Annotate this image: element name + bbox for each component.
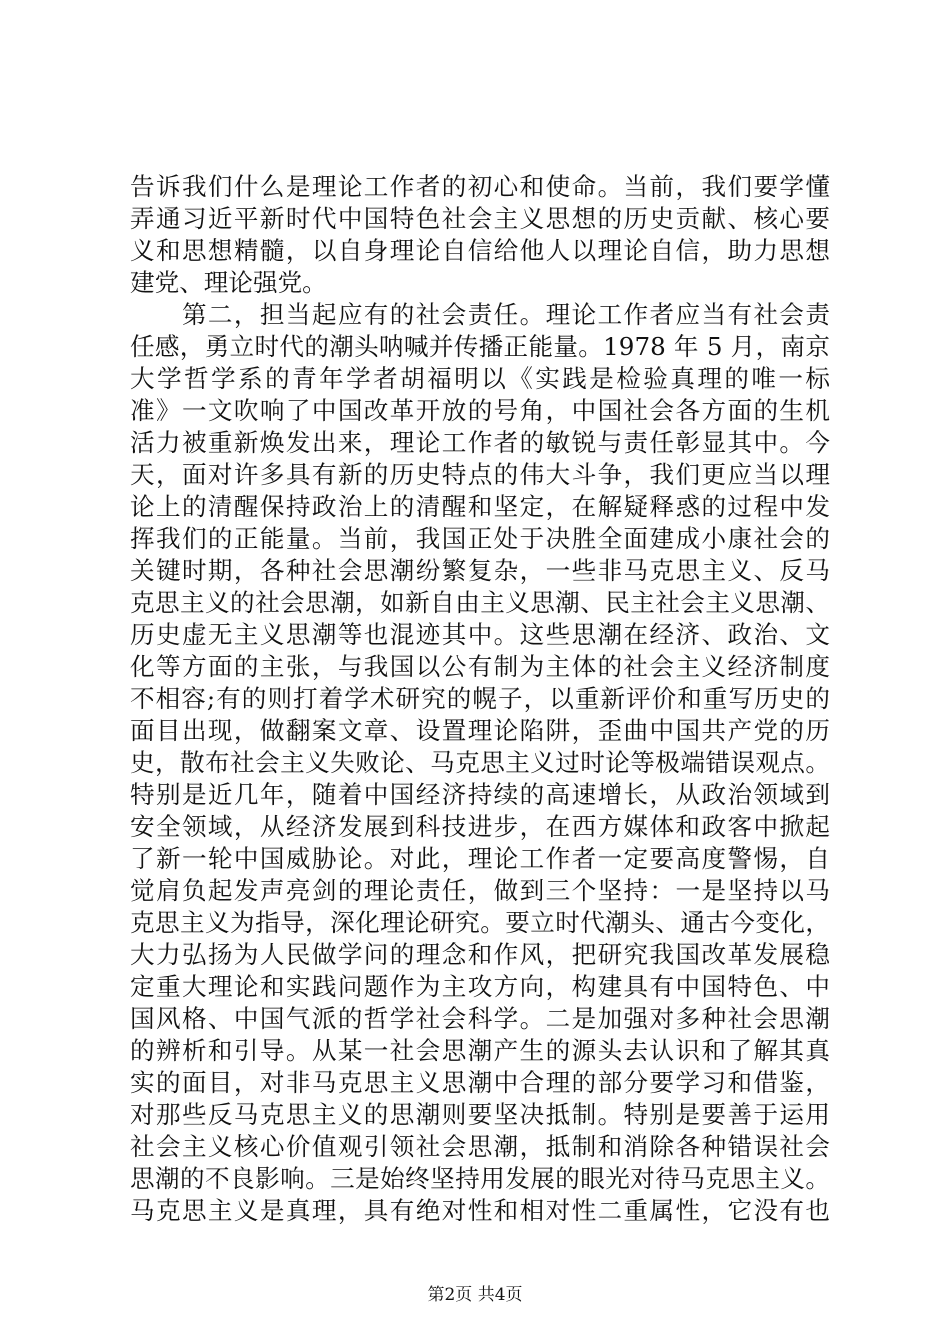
text-line: 关键时期，各种社会思潮纷繁复杂，一些非马克思主义、反马 (130, 556, 830, 585)
text-line: 历史虚无主义思潮等也混迹其中。这些思潮在经济、政治、文 (130, 620, 830, 649)
text-line: 建党、理论强党。 (130, 268, 327, 297)
text-line: 义和思想精髓，以自身理论自信给他人以理论自信，助力思想 (130, 236, 830, 265)
text-line: 定重大理论和实践问题作为主攻方向，构建具有中国特色、中 (130, 972, 830, 1001)
text-line: 对那些反马克思主义的思潮则要坚决抵制。特别是要善于运用 (130, 1100, 830, 1129)
text-line: 史，散布社会主义失败论、马克思主义过时论等极端错误观点。 (130, 748, 830, 777)
text-line: 化等方面的主张，与我国以公有制为主体的社会主义经济制度 (130, 652, 830, 681)
text-line: 特别是近几年，随着中国经济持续的高速增长，从政治领域到 (130, 780, 830, 809)
text-line: 克思主义为指导，深化理论研究。要立时代潮头、通古今变化， (130, 908, 830, 937)
text-line: 任感，勇立时代的潮头呐喊并传播正能量。1978 年 5 月，南京 (130, 332, 830, 361)
text-line: 国风格、中国气派的哲学社会科学。二是加强对多种社会思潮 (130, 1004, 830, 1033)
text-line: 觉肩负起发声亮剑的理论责任，做到三个坚持：一是坚持以马 (130, 876, 830, 905)
page-footer: 第2页 共4页 (427, 1285, 523, 1305)
text-line: 大学哲学系的青年学者胡福明以《实践是检验真理的唯一标 (130, 364, 830, 393)
text-line: 准》一文吹响了中国改革开放的号角，中国社会各方面的生机 (130, 396, 830, 425)
text-line: 天，面对许多具有新的历史特点的伟大斗争，我们更应当以理 (130, 460, 830, 489)
text-line: 弄通习近平新时代中国特色社会主义思想的历史贡献、核心要 (130, 204, 830, 233)
text-line: 不相容;有的则打着学术研究的幌子，以重新评价和重写历史的 (130, 684, 830, 713)
text-line: 论上的清醒保持政治上的清醒和坚定，在解疑释惑的过程中发 (130, 492, 830, 521)
text-line: 第二，担当起应有的社会责任。理论工作者应当有社会责 (130, 300, 830, 329)
text-line: 了新一轮中国威胁论。对此，理论工作者一定要高度警惕，自 (130, 844, 830, 873)
text-line: 克思主义的社会思潮，如新自由主义思潮、民主社会主义思潮、 (130, 588, 830, 617)
text-line: 挥我们的正能量。当前，我国正处于决胜全面建成小康社会的 (130, 524, 830, 553)
text-line: 面目出现，做翻案文章、设置理论陷阱，歪曲中国共产党的历 (130, 716, 830, 745)
text-line: 思潮的不良影响。三是始终坚持用发展的眼光对待马克思主义。 (130, 1164, 830, 1193)
text-line: 的辨析和引导。从某一社会思潮产生的源头去认识和了解其真 (130, 1036, 830, 1065)
text-line: 告诉我们什么是理论工作者的初心和使命。当前，我们要学懂 (130, 172, 830, 201)
text-line: 社会主义核心价值观引领社会思潮，抵制和消除各种错误社会 (130, 1132, 830, 1161)
body-text (130, 171, 830, 1227)
text-line: 活力被重新焕发出来，理论工作者的敏锐与责任彰显其中。今 (130, 428, 830, 457)
text-line: 大力弘扬为人民做学问的理念和作风，把研究我国改革发展稳 (130, 940, 830, 969)
text-line: 实的面目，对非马克思主义思潮中合理的部分要学习和借鉴， (130, 1068, 830, 1097)
text-line: 马克思主义是真理，具有绝对性和相对性二重属性，它没有也 (130, 1196, 830, 1225)
text-line: 安全领域，从经济发展到科技进步，在西方媒体和政客中掀起 (130, 812, 830, 841)
